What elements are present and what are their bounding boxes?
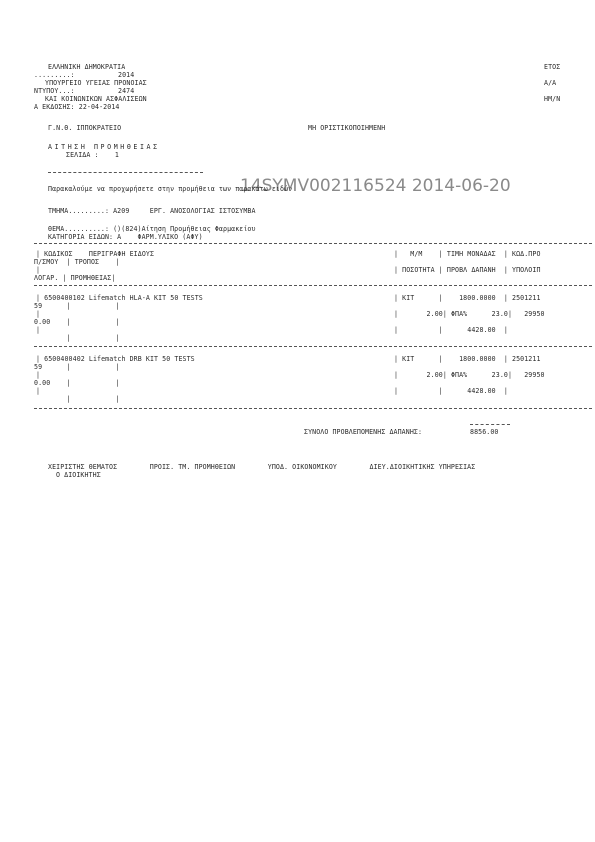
table-bottom-rule bbox=[34, 408, 592, 409]
total-label: ΣΥΝΟΛΟ ΠΡΟΒΛΕΠΟΜΕΝΗΣ ΔΑΠΑΝΗΣ: bbox=[304, 428, 423, 436]
table-header-rule bbox=[34, 285, 592, 286]
table-row-cont-3: | | bbox=[34, 395, 120, 403]
table-row-unit-price: | KIT | 1800.0000 | 2501211 bbox=[394, 294, 541, 302]
date-label: ΗΜ/Ν bbox=[544, 95, 561, 103]
table-row-rule bbox=[34, 346, 592, 347]
table-row-cont-2: 0.00 | | bbox=[34, 318, 120, 326]
table-row-expected-cost: | | 4428.00 | bbox=[394, 326, 508, 334]
table-header-way: Π/ΣΜΟΥ | ΤΡΟΠΟΣ | bbox=[34, 258, 120, 266]
issue-date: Α ΕΚΔΟΣΗΣ: 22-04-2014 bbox=[34, 103, 120, 111]
table-header-code-description: | ΚΩΔΙΚΟΣ ΠΕΡΙΓΡΑΦΗ ΕΙΔΟΥΣ bbox=[36, 250, 155, 258]
table-row-cont-1: 59 | | bbox=[34, 302, 120, 310]
year-label: ΕΤΟΣ bbox=[544, 63, 561, 71]
table-row-quantity-vat: | 2.00| ΦΠΑ% 23.0| 29950 bbox=[394, 371, 545, 379]
page-number: ΣΕΛΙΔΑ : 1 bbox=[66, 151, 119, 159]
table-row-cont-1: 59 | | bbox=[34, 363, 120, 371]
table-row-cont-2: 0.00 | | bbox=[34, 379, 120, 387]
status-label: ΜΗ ΟΡΙΣΤΙΚΟΠΟΙΗΜΕΝΗ bbox=[308, 124, 386, 132]
form-number-label: ΝΤΥΠΟΥ...: bbox=[34, 87, 75, 95]
registry-stamp: 14SYMV002116524 2014-06-20 bbox=[240, 176, 511, 196]
signatures-line: ΧΕΙΡΙΣΤΗΣ ΘΕΜΑΤΟΣ ΠΡΟΙΣ. ΤΜ. ΠΡΟΜΗΘΕΙΩΝ ΥΠΟΔ. ΟΙΚΟΝΟΜΙΚΟΥ ΔΙΕΥ.ΔΙΟΙΚΗΤΙΚΗΣ ΥΠΗΡΕΣΙΑΣ bbox=[48, 463, 476, 471]
request-text: Παρακαλούμε να προχωρήσετε στην προμήθεια των παρακάτω ειδών bbox=[48, 185, 293, 193]
total-rule bbox=[470, 424, 510, 425]
table-header-pipe: | bbox=[36, 266, 41, 274]
country-label: ΕΛΛΗΝΙΚΗ ΔΗΜΟΚΡΑΤΙΑ bbox=[48, 63, 126, 71]
year-value: 2014 bbox=[118, 71, 135, 79]
table-header-quantity-cost: | ΠΟΣΟΤΗΤΑ | ΠΡΟΒΛ ΔΑΠΑΝΗ | ΥΠΟΛΟΙΠ bbox=[394, 266, 541, 274]
table-row-cont-3: | | bbox=[34, 334, 120, 342]
hospital-name: Γ.Ν.Θ. ΙΠΠΟΚΡΑΤΕΙΟ bbox=[48, 124, 122, 132]
department-line: ΤΜΗΜΑ.........: Α209 ΕΡΓ. ΑΝΟΣΟΛΟΓΙΑΣ ΙΣΤΟΣΥΜΒΑ bbox=[48, 207, 256, 215]
table-row-unit-price: | KIT | 1800.0000 | 2501211 bbox=[394, 355, 541, 363]
table-row-pipe: | bbox=[36, 310, 41, 318]
subject-line: ΘΕΜΑ..........: ()(824)Αίτηση Προμήθειας Φαρμακείου bbox=[48, 225, 256, 233]
table-row-pipe-2: | bbox=[36, 387, 41, 395]
form-number-value: 2474 bbox=[118, 87, 135, 95]
table-row-pipe: | bbox=[36, 371, 41, 379]
ministry-label: ΥΠΟΥΡΓΕΙΟ ΥΓΕΙΑΣ ΠΡΟΝΟΙΑΣ bbox=[45, 79, 147, 87]
ministry-label-2: ΚΑΙ ΚΟΙΝΩΝΙΚΩΝ ΑΣΦΑΛΙΣΕΩΝ bbox=[45, 95, 147, 103]
category-line: ΚΑΤΗΓΟΡΙΑ ΕΙΔΩΝ: Α ΦΑΡΜ.ΥΛΙΚΟ (ΑΦΥ) bbox=[48, 233, 203, 241]
table-row-pipe-2: | bbox=[36, 326, 41, 334]
table-header-account: ΛΟΓΑΡ. | ΠΡΟΜΗΘΕΙΑΣ| bbox=[34, 274, 116, 282]
title-rule bbox=[48, 172, 203, 173]
signature-director: Ο ΔΙΟΙΚΗΤΗΣ bbox=[56, 471, 101, 479]
table-row-expected-cost: | | 4428.00 | bbox=[394, 387, 508, 395]
aa-label: Α/Α bbox=[544, 79, 557, 87]
table-row-item-description: | 6500400402 Lifematch DRB KIT 50 TESTS bbox=[36, 355, 195, 363]
table-row-quantity-vat: | 2.00| ΦΠΑ% 23.0| 29950 bbox=[394, 310, 545, 318]
table-header-unit-price: | Μ/Μ | ΤΙΜΗ ΜΟΝΑΔΑΣ | ΚΩΔ.ΠΡΟ bbox=[394, 250, 541, 258]
table-top-rule bbox=[34, 243, 592, 244]
total-value: 8856.00 bbox=[470, 428, 499, 436]
table-row-item-description: | 6500400102 Lifematch HLA-A KIT 50 TESTS bbox=[36, 294, 203, 302]
year-dots: .........: bbox=[34, 71, 75, 79]
document-title: ΑΙΤΗΣΗ ΠΡΟΜΗΘΕΙΑΣ bbox=[48, 143, 160, 151]
